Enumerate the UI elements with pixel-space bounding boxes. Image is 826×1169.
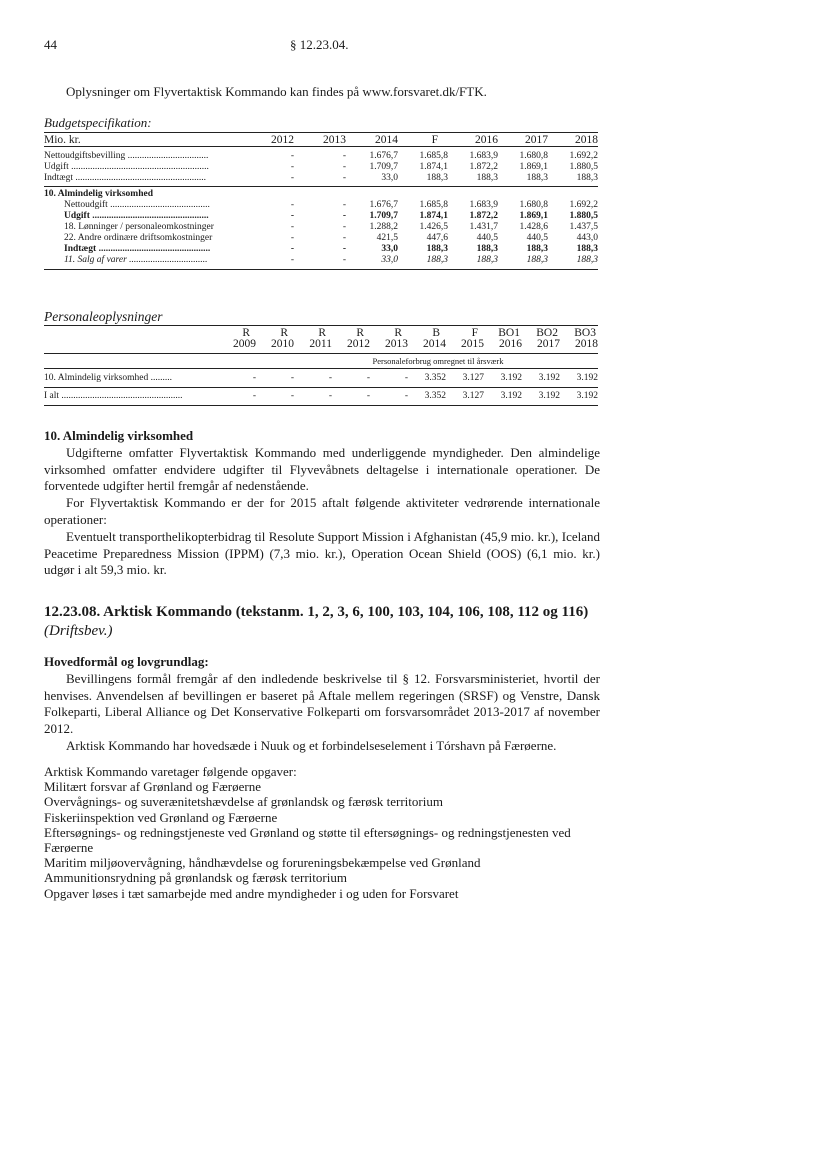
cell: 1.288,2 xyxy=(369,222,398,232)
cell: 188,3 xyxy=(576,173,598,183)
table-row xyxy=(44,222,598,233)
cell: - xyxy=(290,233,294,243)
cell: 1.872,2 xyxy=(469,162,498,172)
budget-unit-label: Mio. kr. xyxy=(44,134,81,146)
cell: - xyxy=(342,151,346,161)
cell: - xyxy=(290,391,294,401)
tasks-list xyxy=(44,764,604,901)
personnel-note: Personaleforbrug omregnet til årsværk xyxy=(372,356,504,366)
list-item: Fiskeriinspektion ved Grønland og Færøerne xyxy=(44,809,278,825)
cell: 1.683,9 xyxy=(469,151,498,161)
year: 2014 xyxy=(423,338,446,350)
cell: - xyxy=(366,373,370,383)
personnel-years-row xyxy=(44,339,598,350)
almindelig-heading: 10. Almindelig virksomhed xyxy=(44,428,194,443)
cell: 33,0 xyxy=(381,255,398,265)
cell: 188,3 xyxy=(476,173,498,183)
arktisk-paragraph: Bevillingens formål fremgår af den indledende beskrivelse til § 12. Forsvarsministeriet, hvortil der henvises. Anvendelsen af bevillingen er baseret på Aftale mellem regeringen (SRSF) og Venstre, Dansk Folkeparti, Liberal Alliance og Det Konservative Folkeparti om forsvarsområdet 2013-2017 af november 2012. xyxy=(44,670,600,737)
cell: - xyxy=(290,173,294,183)
year: 2009 xyxy=(233,338,256,350)
cell: 1.692,2 xyxy=(569,151,598,161)
cell: 1.692,2 xyxy=(569,200,598,210)
cell: - xyxy=(342,255,346,265)
budget-year: 2012 xyxy=(271,134,294,146)
table-row xyxy=(44,373,598,384)
list-item: Militært forsvar af Grønland og Færøerne xyxy=(44,779,261,795)
row-label: 22. Andre ordinære driftsomkostninger xyxy=(64,233,213,243)
table-row xyxy=(44,162,598,173)
year: 2016 xyxy=(499,338,522,350)
year: 2011 xyxy=(309,338,332,350)
budget-year: 2017 xyxy=(525,134,548,146)
personnel-note-row xyxy=(44,354,598,369)
cell: 440,5 xyxy=(476,233,498,243)
arktisk-heading-suffix: (Driftsbev.) xyxy=(44,623,113,639)
section-reference: § 12.23.04. xyxy=(290,37,349,52)
cell: 1.880,5 xyxy=(569,211,598,221)
cell: 421,5 xyxy=(376,233,398,243)
cell: - xyxy=(328,391,332,401)
cell: 1.426,5 xyxy=(419,222,448,232)
table-row xyxy=(44,151,598,162)
year: 2018 xyxy=(575,338,598,350)
cell: 188,3 xyxy=(576,244,598,254)
list-item: Overvågnings- og suverænitetshævdelse af grønlandsk og færøsk territorium xyxy=(44,794,443,810)
cell: - xyxy=(290,244,294,254)
almindelig-paragraph: Eventuelt transporthelikopterbidrag til Resolute Support Mission i Afghanistan (45,9 mio. kr.), Iceland Peacetime Preparedness Mission (IPPM) (7,3 mio. kr.), Operation Ocean Shield (OOS) (6,1 mio. kr.) udgør i alt 59,3 mio. kr. xyxy=(44,528,600,578)
info-line: Oplysninger om Flyvertaktisk Kommando kan findes på www.forsvaret.dk/FTK. xyxy=(66,84,487,99)
row-label: I alt ................................................... xyxy=(44,391,183,401)
table-row xyxy=(44,244,598,255)
cell: 3.127 xyxy=(462,373,484,383)
cell: 1.680,8 xyxy=(519,200,548,210)
row-label: Udgift .......................................................... xyxy=(44,162,209,172)
cell: 1.880,5 xyxy=(569,162,598,172)
budget-caption: Budgetspecifikation: xyxy=(44,115,152,130)
cell: 1.869,1 xyxy=(519,211,548,221)
cell: 447,6 xyxy=(426,233,448,243)
budget-table xyxy=(44,135,598,270)
subsection-title: 10. Almindelig virksomhed xyxy=(44,189,153,199)
cell: 3.192 xyxy=(538,373,560,383)
row-label: 10. Almindelig virksomhed ......... xyxy=(44,373,172,383)
cell: 3.127 xyxy=(462,391,484,401)
budget-year: 2014 xyxy=(375,134,398,146)
cell: 188,3 xyxy=(426,255,448,265)
arktisk-section xyxy=(44,654,600,755)
cell: 188,3 xyxy=(476,255,498,265)
cell: - xyxy=(342,173,346,183)
code: BO1 xyxy=(498,327,520,339)
tasks-intro: Arktisk Kommando varetager følgende opgaver: xyxy=(44,764,297,779)
arktisk-subheading: Hovedformål og lovgrundlag: xyxy=(44,654,209,669)
row-label: Udgift ................................................. xyxy=(64,211,209,221)
cell: - xyxy=(252,373,256,383)
table-row xyxy=(44,187,598,201)
cell: 440,5 xyxy=(526,233,548,243)
code: R xyxy=(280,327,288,339)
year: 2012 xyxy=(347,338,370,350)
cell: 3.352 xyxy=(424,373,446,383)
cell: - xyxy=(342,222,346,232)
arktisk-paragraph: Arktisk Kommando har hovedsæde i Nuuk og et forbindelseselement i Tórshavn på Færøerne. xyxy=(66,737,557,753)
year: 2010 xyxy=(271,338,294,350)
table-row xyxy=(44,200,598,211)
list-item: Eftersøgnings- og redningstjeneste ved Grønland og støtte til eftersøgnings- og redningstjenesten ved Færøerne xyxy=(44,824,571,856)
cell: 188,3 xyxy=(576,255,598,265)
cell: 1.680,8 xyxy=(519,151,548,161)
cell: 188,3 xyxy=(526,244,548,254)
year: 2015 xyxy=(461,338,484,350)
cell: 1.709,7 xyxy=(369,162,398,172)
code: BO2 xyxy=(536,327,558,339)
cell: 3.192 xyxy=(576,391,598,401)
code: F xyxy=(471,327,478,339)
budget-year: 2013 xyxy=(323,134,346,146)
row-label: Indtægt ............................................... xyxy=(64,244,211,254)
row-label: Nettoudgift .......................................... xyxy=(64,200,210,210)
year: 2017 xyxy=(537,338,560,350)
budget-year: 2016 xyxy=(475,134,498,146)
cell: 1.431,7 xyxy=(469,222,498,232)
budget-top-rule xyxy=(44,132,598,133)
list-item: Ammunitionsrydning på grønlandsk og færøsk territorium xyxy=(44,870,347,886)
cell: - xyxy=(290,373,294,383)
cell: 1.874,1 xyxy=(419,162,448,172)
cell: - xyxy=(328,373,332,383)
row-label: 11. Salg af varer ................................. xyxy=(64,255,208,265)
cell: 188,3 xyxy=(526,255,548,265)
code: R xyxy=(242,327,250,339)
cell: - xyxy=(342,162,346,172)
almindelig-paragraph: Udgifterne omfatter Flyvertaktisk Kommando med underliggende myndigheder. Den almindelige virksomhed omfatter endvidere udgifter til Flyvevåbnets deltagelse i internationale operationer. De forventede udgifter hertil fremgår af nedenstående. xyxy=(44,444,600,494)
cell: 1.437,5 xyxy=(569,222,598,232)
cell: - xyxy=(342,211,346,221)
cell: 3.192 xyxy=(576,373,598,383)
cell: - xyxy=(342,244,346,254)
cell: 1.874,1 xyxy=(419,211,448,221)
cell: - xyxy=(290,151,294,161)
table-row xyxy=(44,233,598,244)
cell: 1.872,2 xyxy=(469,211,498,221)
cell: 1.685,8 xyxy=(419,151,448,161)
budget-year: F xyxy=(431,134,438,146)
row-label: 18. Lønninger / personaleomkostninger xyxy=(64,222,214,232)
cell: - xyxy=(404,373,408,383)
almindelig-section xyxy=(44,428,600,579)
page-number: 44 xyxy=(44,37,57,52)
cell: 3.192 xyxy=(500,373,522,383)
personnel-caption: Personaleoplysninger xyxy=(44,309,163,324)
arktisk-heading-main: 12.23.08. Arktisk Kommando (tekstanm. 1, 2, 3, 6, 100, 103, 104, 106, 108, 112 og 116) xyxy=(44,604,589,620)
cell: 1.676,7 xyxy=(369,200,398,210)
personnel-top-rule xyxy=(44,325,598,326)
cell: 1.869,1 xyxy=(519,162,548,172)
table-row xyxy=(44,255,598,266)
list-item: Maritim miljøovervågning, håndhævdelse og forureningsbekæmpelse ved Grønland xyxy=(44,855,481,871)
cell: 188,3 xyxy=(526,173,548,183)
cell: 1.685,8 xyxy=(419,200,448,210)
cell: 1.709,7 xyxy=(369,211,398,221)
row-label: Nettoudgiftsbevilling .................................. xyxy=(44,151,209,161)
cell: 1.676,7 xyxy=(369,151,398,161)
code: B xyxy=(432,327,440,339)
cell: 188,3 xyxy=(426,244,448,254)
cell: 1.683,9 xyxy=(469,200,498,210)
year: 2013 xyxy=(385,338,408,350)
cell: 3.192 xyxy=(538,391,560,401)
cell: 1.428,6 xyxy=(519,222,548,232)
code: R xyxy=(318,327,326,339)
table-row xyxy=(44,211,598,222)
cell: - xyxy=(366,391,370,401)
cell: - xyxy=(252,391,256,401)
code: R xyxy=(356,327,364,339)
cell: 33,0 xyxy=(381,244,398,254)
cell: 188,3 xyxy=(426,173,448,183)
cell: - xyxy=(342,233,346,243)
cell: - xyxy=(290,255,294,265)
cell: - xyxy=(290,211,294,221)
cell: - xyxy=(290,222,294,232)
arktisk-heading xyxy=(44,603,604,641)
cell: 3.352 xyxy=(424,391,446,401)
code: BO3 xyxy=(574,327,596,339)
budget-header-row xyxy=(44,135,598,147)
list-item: Opgaver løses i tæt samarbejde med andre myndigheder i og uden for Forsvaret xyxy=(44,885,459,901)
table-row xyxy=(44,391,598,402)
cell: 443,0 xyxy=(576,233,598,243)
cell: - xyxy=(404,391,408,401)
almindelig-paragraph: For Flyvertaktisk Kommando er der for 2015 aftalt følgende aktiviteter vedrørende internationale operationer: xyxy=(44,495,600,527)
cell: - xyxy=(290,162,294,172)
cell: - xyxy=(342,200,346,210)
row-label: Indtægt ....................................................... xyxy=(44,173,207,183)
cell: - xyxy=(290,200,294,210)
code: R xyxy=(394,327,402,339)
cell: 188,3 xyxy=(476,244,498,254)
cell: 33,0 xyxy=(381,173,398,183)
budget-year: 2018 xyxy=(575,134,598,146)
cell: 3.192 xyxy=(500,391,522,401)
personnel-table xyxy=(44,328,598,406)
table-row xyxy=(44,173,598,184)
